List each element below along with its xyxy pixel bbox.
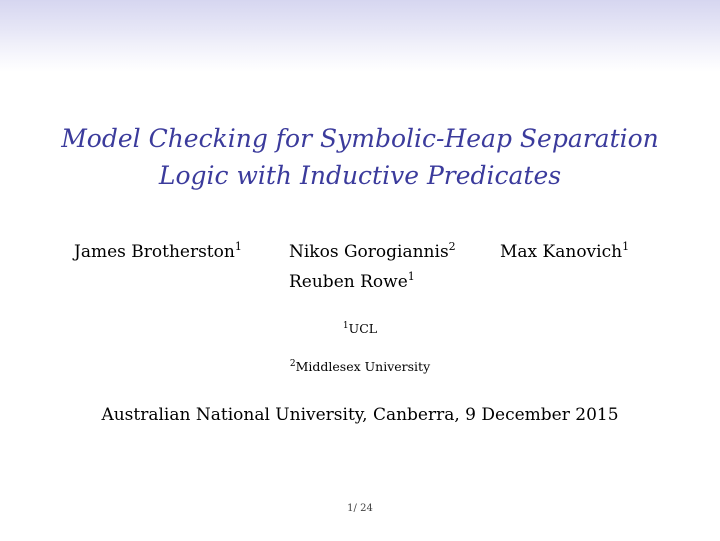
affiliation-name: Middlesex University (295, 359, 431, 374)
affiliation-mark: 1 (407, 270, 415, 283)
author-name: James Brotherston (74, 242, 235, 262)
affiliation-mark: 1 (234, 240, 242, 253)
page-number: 1/ 24 (347, 503, 373, 514)
affiliation-mark: 1 (342, 321, 349, 331)
venue-date: Australian National University, Canberra, 9 December 2015 (101, 405, 619, 425)
affiliation-mark: 2 (289, 359, 296, 369)
affiliation-mark: 1 (622, 240, 630, 253)
title-line-2: Logic with Inductive Predicates (158, 161, 562, 190)
author-1 (74, 242, 242, 262)
header-band (0, 0, 720, 72)
affiliation-name: UCL (348, 321, 378, 336)
author-3 (500, 242, 629, 262)
author-name: Reuben Rowe (289, 272, 408, 292)
affiliation-2 (0, 359, 720, 374)
author-4 (289, 272, 415, 292)
title-line-1: Model Checking for Symbolic-Heap Separation (61, 124, 659, 153)
affiliation-mark: 2 (448, 240, 456, 253)
affiliation-1 (0, 321, 720, 336)
author-2 (289, 242, 456, 262)
author-name: Nikos Gorogiannis (289, 242, 449, 262)
author-name: Max Kanovich (500, 242, 623, 262)
author-list (0, 240, 720, 292)
slide-title (0, 120, 720, 194)
